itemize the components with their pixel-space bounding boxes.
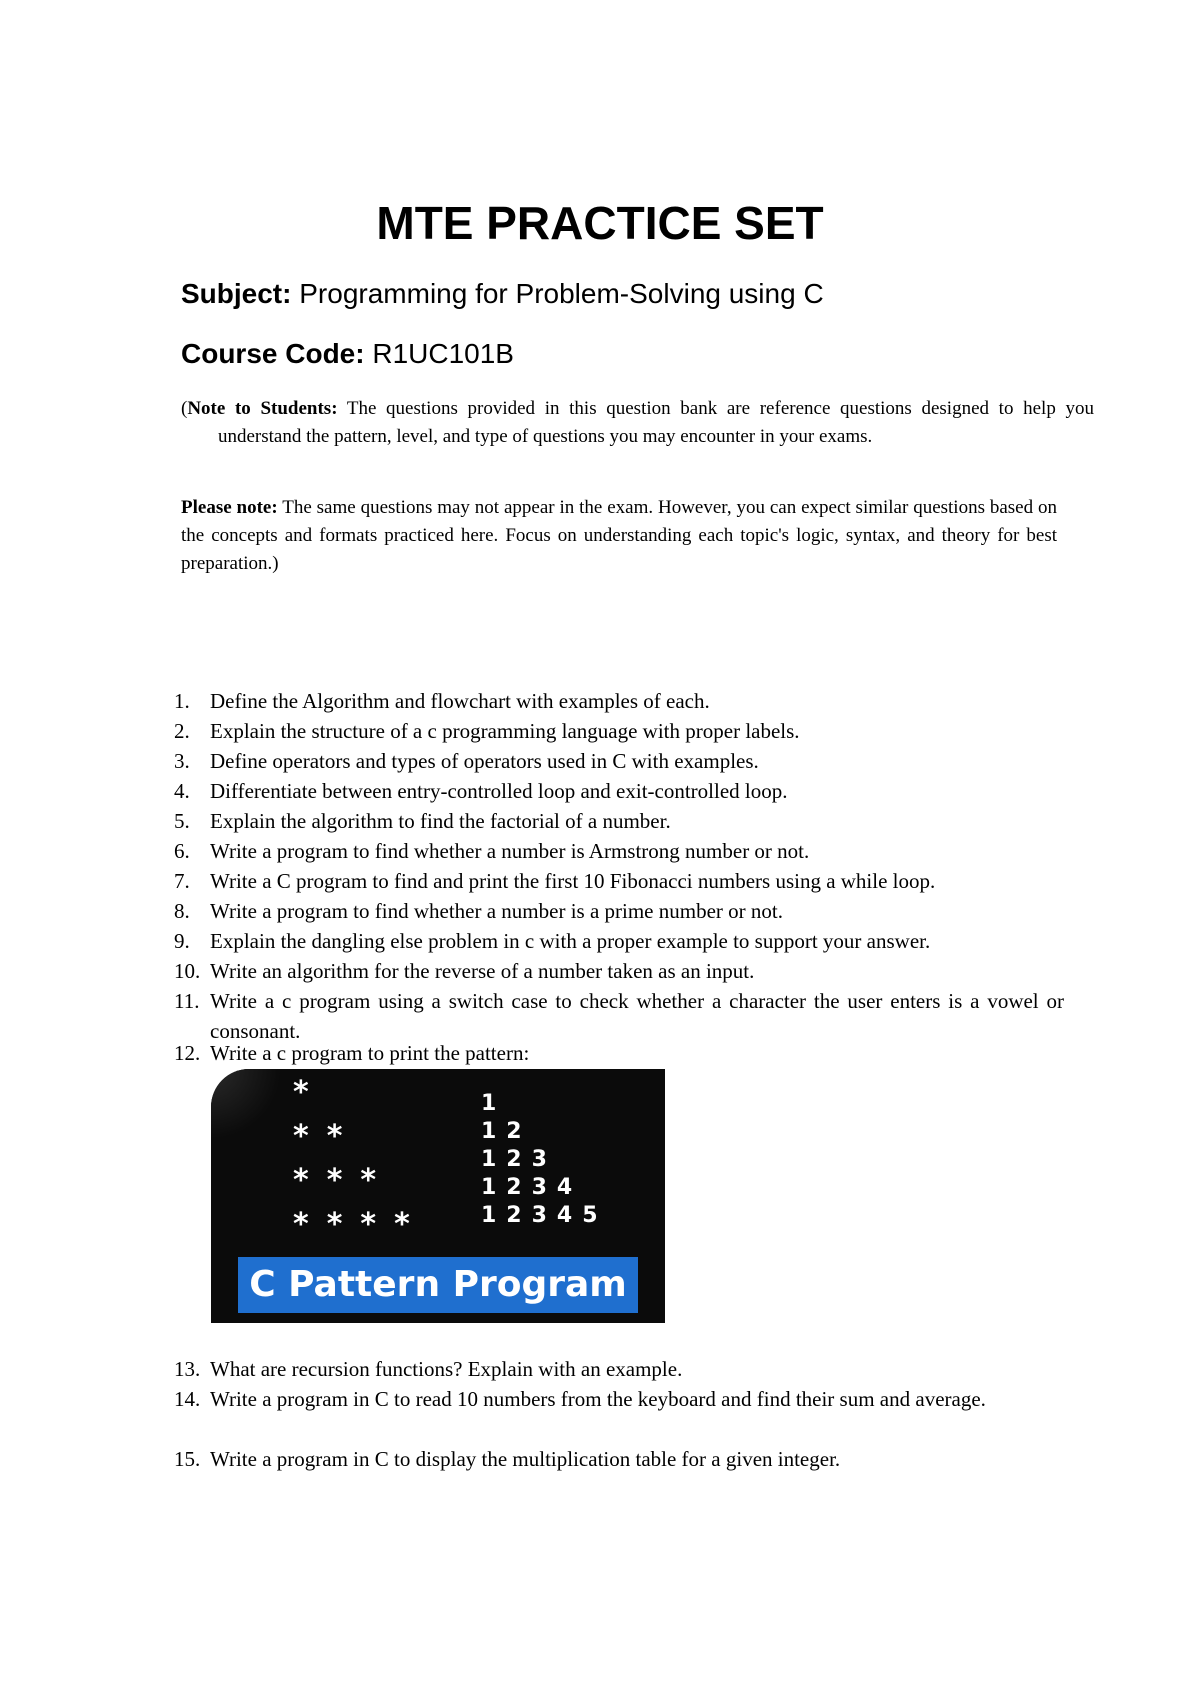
list-item [174, 776, 1064, 806]
question-number: 15. [174, 1447, 201, 1471]
pattern-banner: C Pattern Program [238, 1257, 638, 1313]
question-text: Explain the algorithm to find the factorial of a number. [210, 809, 671, 833]
question-text: Write a program to find whether a number is Armstrong number or not. [210, 839, 810, 863]
question-text: Explain the structure of a c programming language with proper labels. [210, 719, 800, 743]
question-text: Write a program in C to display the multiplication table for a given integer. [210, 1447, 841, 1471]
list-item [174, 1384, 1064, 1414]
list-item [174, 686, 1064, 716]
question-number: 5. [174, 809, 190, 833]
course-code-value: R1UC101B [372, 338, 514, 369]
list-item [174, 866, 1064, 896]
page-title: MTE PRACTICE SET [376, 197, 824, 249]
question-number: 12. [174, 1041, 201, 1065]
list-item [174, 896, 1064, 926]
subject-label: Subject: [181, 278, 292, 309]
list-item [174, 746, 1064, 776]
question-number: 14. [174, 1387, 201, 1411]
number-row: 123 [481, 1147, 557, 1172]
pattern-image [211, 1069, 665, 1323]
question-text: What are recursion functions? Explain with an example. [210, 1357, 683, 1381]
question-text: Define the Algorithm and flowchart with examples of each. [210, 689, 710, 713]
question-text: Write a c program to print the pattern: [210, 1041, 530, 1065]
question-text: Write an algorithm for the reverse of a number taken as an input. [210, 959, 755, 983]
question-text: Write a program in C to read 10 numbers from the keyboard and find their sum and average. [210, 1387, 986, 1411]
please-note-text: The same questions may not appear in the exam. However, you can expect similar questions based on the concepts and formats practiced here. Focus on understanding each topic's logic, syntax, and theory for best preparation.) [181, 497, 1057, 574]
star-row: *** [293, 1163, 395, 1198]
question-number: 1. [174, 689, 190, 713]
question-number: 13. [174, 1357, 201, 1381]
pattern-corner-glow [211, 1069, 281, 1139]
question-number: 9. [174, 929, 190, 953]
number-row: 12345 [481, 1203, 608, 1228]
star-row: ** [293, 1119, 361, 1154]
list-item [174, 806, 1064, 836]
course-code-label: Course Code: [181, 338, 365, 369]
question-text: Define operators and types of operators used in C with examples. [210, 749, 759, 773]
question-text: Write a C program to find and print the first 10 Fibonacci numbers using a while loop. [210, 869, 936, 893]
question-text: Write a program to find whether a number is a prime number or not. [210, 899, 783, 923]
question-text: Explain the dangling else problem in c with a proper example to support your answer. [210, 929, 931, 953]
star-row: * [293, 1075, 327, 1110]
list-item [174, 1354, 1064, 1384]
subject-line [181, 278, 824, 310]
list-item [174, 986, 1064, 1046]
question-number: 4. [174, 779, 190, 803]
note-to-students [181, 395, 1094, 451]
list-item [174, 956, 1064, 986]
number-row: 1234 [481, 1175, 583, 1200]
list-item [174, 1444, 1064, 1474]
course-code-line [181, 338, 514, 370]
question-number: 3. [174, 749, 190, 773]
question-number: 7. [174, 869, 190, 893]
number-row: 1 [481, 1091, 507, 1116]
question-number: 11. [174, 989, 200, 1013]
question-number: 6. [174, 839, 190, 863]
star-row: **** [293, 1207, 428, 1242]
note-open-paren: ( [181, 398, 188, 419]
note-text: The questions provided in this question bank are reference questions designed to help you understand the pattern, level, and type of questions you may encounter in your exams. [218, 398, 1094, 447]
list-item [174, 716, 1064, 746]
question-number: 2. [174, 719, 190, 743]
question-text: Differentiate between entry-controlled loop and exit-controlled loop. [210, 779, 788, 803]
number-row: 12 [481, 1119, 532, 1144]
question-number: 8. [174, 899, 190, 923]
please-note-label: Please note: [181, 497, 278, 518]
please-note [181, 494, 1057, 578]
list-item [174, 836, 1064, 866]
note-label: Note to Students: [187, 398, 338, 419]
list-item [174, 1038, 1064, 1068]
question-number: 10. [174, 959, 201, 983]
subject-value: Programming for Problem-Solving using C [299, 278, 824, 309]
question-text: Write a c program using a switch case to check whether a character the user enters is a vowel or consonant. [210, 989, 1064, 1043]
list-item [174, 926, 1064, 956]
